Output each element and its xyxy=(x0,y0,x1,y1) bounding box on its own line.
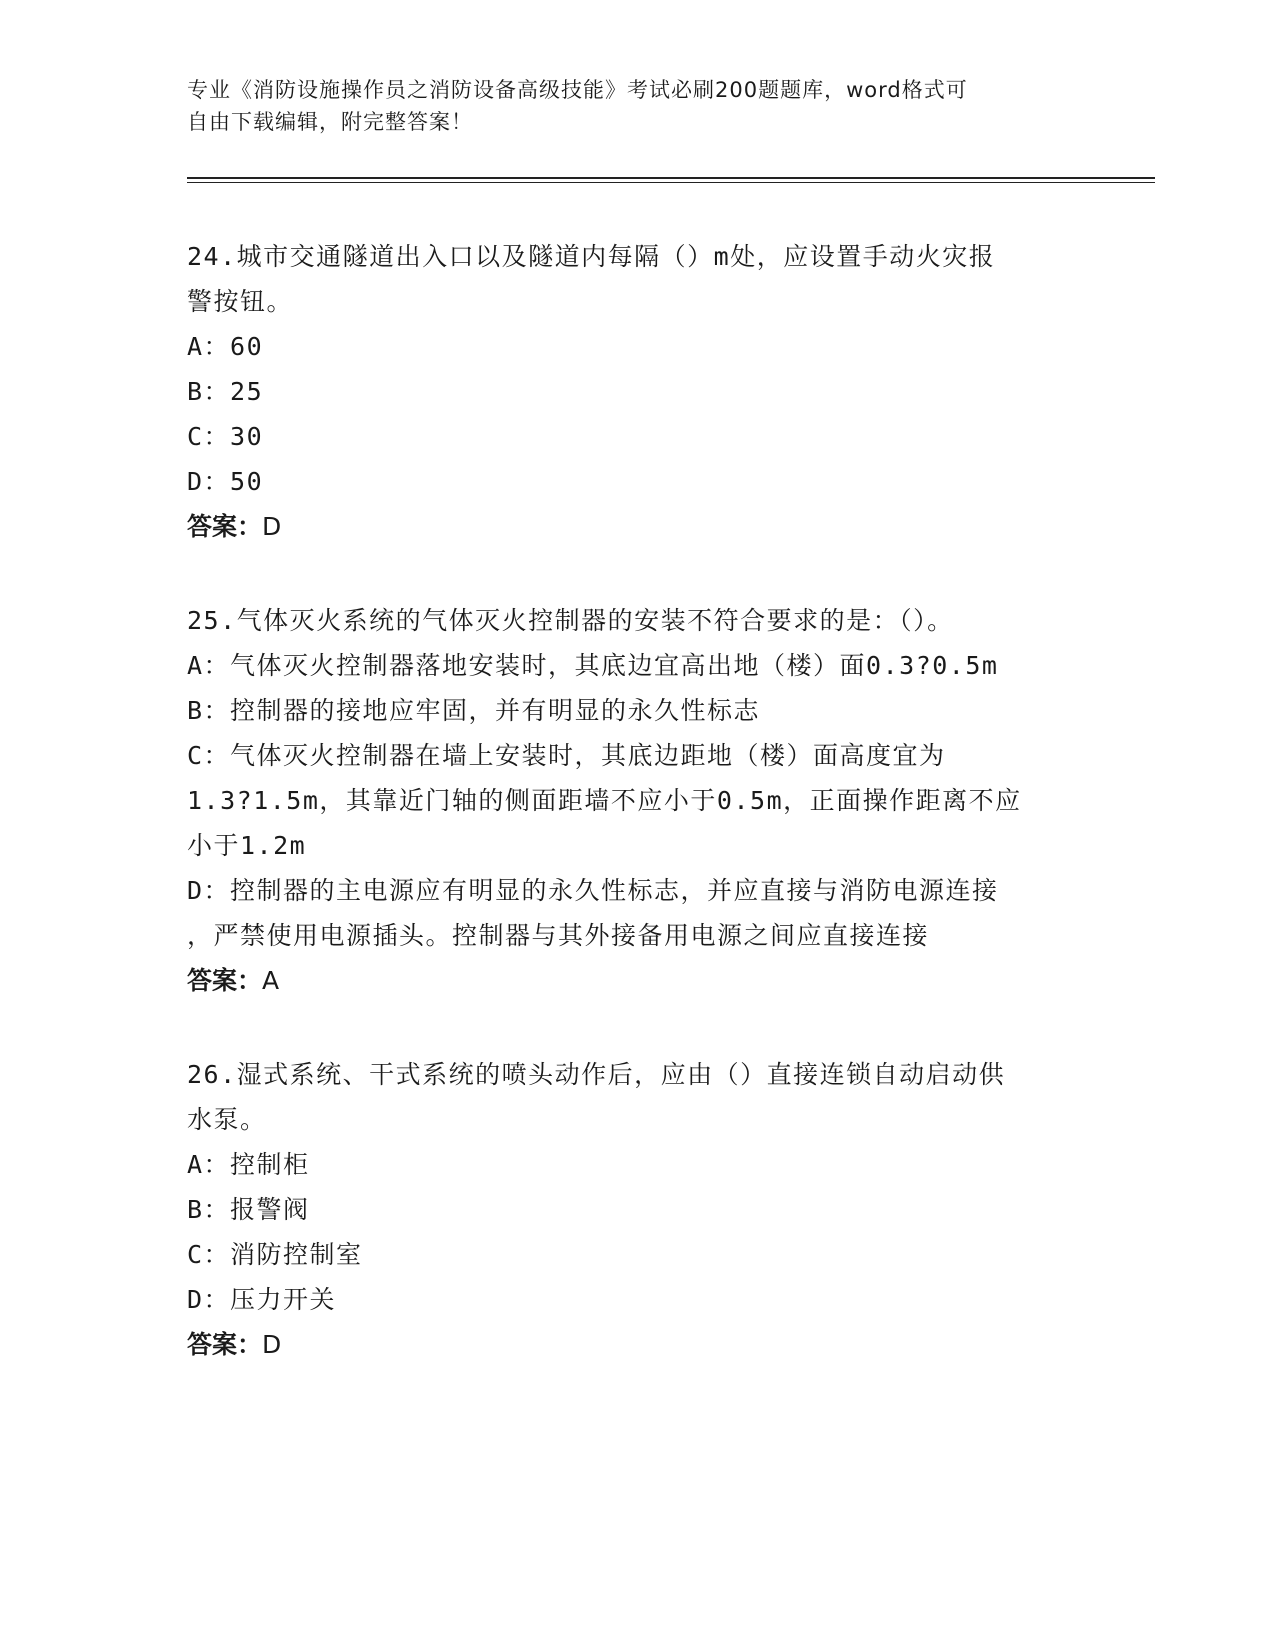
header-line: 专业《消防设施操作员之消防设备高级技能》考试必刷200题题库，word格式可 xyxy=(187,78,968,102)
document-header xyxy=(187,74,1087,138)
answer-line xyxy=(187,1322,1087,1367)
answer-value: D xyxy=(262,1330,282,1359)
option-b: B：控制器的接地应牢固，并有明显的永久性标志 xyxy=(187,696,761,725)
option-c-continued: 小于1.2m xyxy=(187,831,307,860)
option-c-continued: 1.3?1.5m，其靠近门轴的侧面距墙不应小于0.5m，正面操作距离不应 xyxy=(187,786,1022,815)
header-divider xyxy=(187,177,1155,179)
answer-line xyxy=(187,504,1087,549)
question-26 xyxy=(187,1052,1087,1367)
question-24 xyxy=(187,234,1087,549)
question-25 xyxy=(187,598,1087,1003)
option-b: B：报警阀 xyxy=(187,1195,310,1224)
question-stem: 水泵。 xyxy=(187,1105,267,1134)
option-a: A：60 xyxy=(187,332,264,361)
option-d: D：压力开关 xyxy=(187,1285,337,1314)
option-d: D：50 xyxy=(187,467,264,496)
answer-label: 答案： xyxy=(187,1330,263,1359)
option-a: A：控制柜 xyxy=(187,1150,310,1179)
option-a: A：气体灭火控制器落地安装时，其底边宜高出地（楼）面0.3?0.5m xyxy=(187,651,999,680)
option-b: B：25 xyxy=(187,377,264,406)
answer-label: 答案： xyxy=(187,512,263,541)
header-line: 自由下载编辑，附完整答案！ xyxy=(187,110,473,134)
option-c: C：气体灭火控制器在墙上安装时，其底边距地（楼）面高度宜为 xyxy=(187,741,946,770)
option-d: D：控制器的主电源应有明显的永久性标志，并应直接与消防电源连接 xyxy=(187,876,999,905)
question-stem: 26.湿式系统、干式系统的喷头动作后，应由（）直接连锁自动启动供 xyxy=(187,1060,1006,1089)
question-stem: 24.城市交通隧道出入口以及隧道内每隔（）m处，应设置手动火灾报 xyxy=(187,242,996,271)
option-c: C：30 xyxy=(187,422,264,451)
question-stem: 警按钮。 xyxy=(187,287,294,316)
option-c: C：消防控制室 xyxy=(187,1240,363,1269)
answer-label: 答案： xyxy=(187,966,263,995)
question-stem: 25.气体灭火系统的气体灭火控制器的安装不符合要求的是：（）。 xyxy=(187,606,954,635)
option-d-continued: ，严禁使用电源插头。控制器与其外接备用电源之间应直接连接 xyxy=(187,921,930,950)
answer-line xyxy=(187,958,1087,1003)
header-divider-thin xyxy=(187,182,1155,183)
answer-value: A xyxy=(262,966,280,995)
answer-value: D xyxy=(262,512,282,541)
